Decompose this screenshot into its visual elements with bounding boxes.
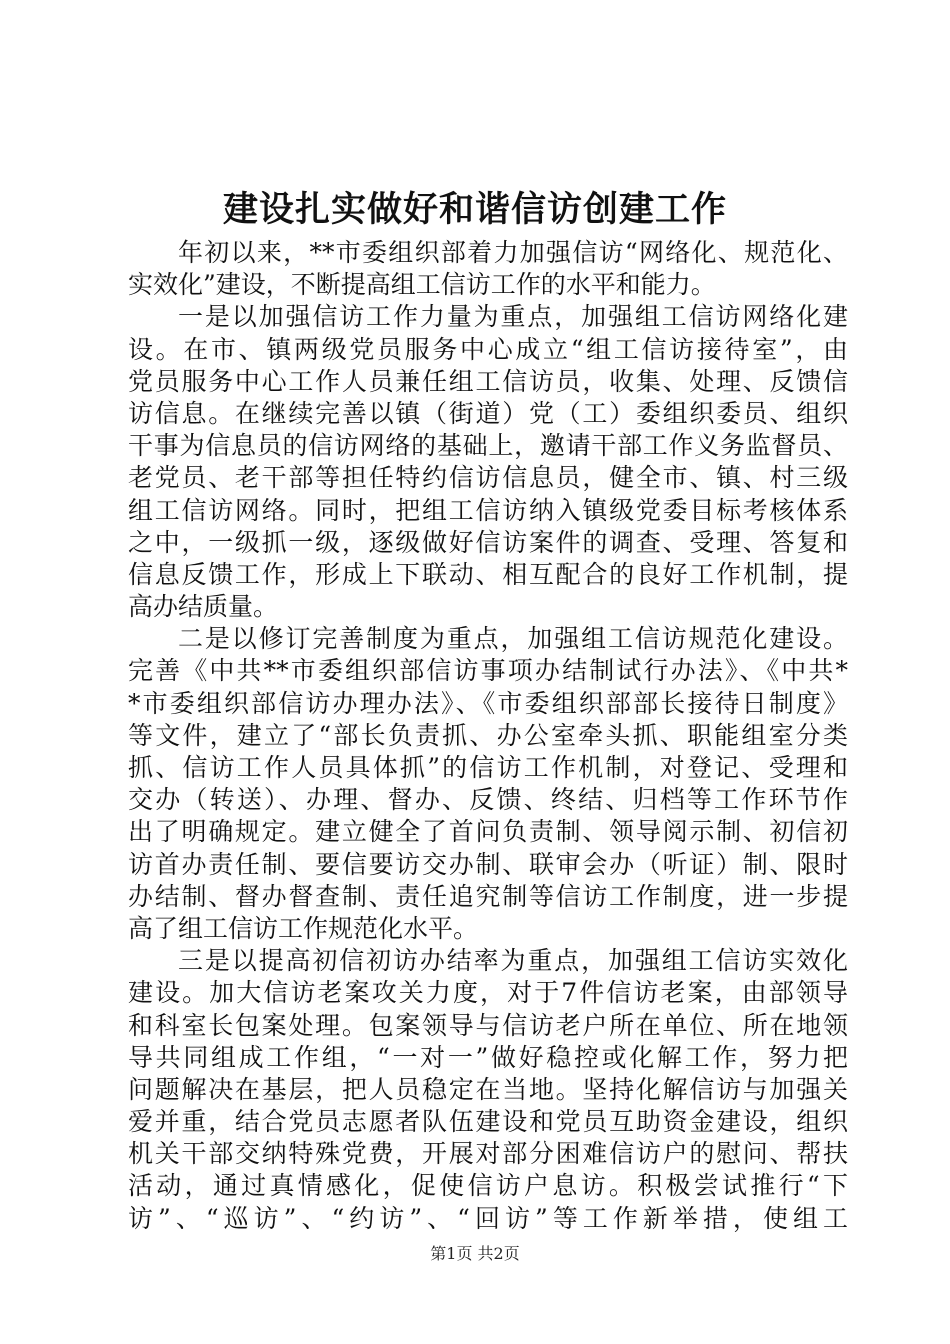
text-line: 等文件，建立了“部长负责抓、办公室牵头抓、职能组室分类 xyxy=(128,720,848,750)
text-line: 抓、信访工作人员具体抓”的信访工作机制，对登记、受理和 xyxy=(128,753,848,782)
text-line: 办结制、督办督查制、责任追究制等信访工作制度，进一步提 xyxy=(128,881,848,911)
text-line: 访首办责任制、要信要访交办制、联审会办（听证）制、限时 xyxy=(128,849,848,879)
text-line: 导共同组成工作组，“一对一”做好稳控或化解工作，努力把 xyxy=(128,1042,848,1072)
text-line: 访”、“巡访”、“约访”、“回访”等工作新举措，使组工 xyxy=(128,1203,848,1233)
page-footer: 第1页 共2页 xyxy=(430,1244,520,1263)
text-line: 实效化”建设，不断提高组工信访工作的水平和能力。 xyxy=(128,270,716,300)
text-line: 活动，通过真情感化，促使信访户息访。积极尝试推行“下 xyxy=(128,1171,848,1201)
document-title: 建设扎实做好和谐信访创建工作 xyxy=(222,189,727,230)
text-line: 高办结质量。 xyxy=(128,592,279,622)
text-line: 老党员、老干部等担任特约信访信息员，健全市、镇、村三级 xyxy=(128,463,848,493)
text-line: 和科室长包案处理。包案领导与信访老户所在单位、所在地领 xyxy=(128,1010,848,1040)
text-line: 建设。加大信访老案攻关力度，对于7件信访老案，由部领导 xyxy=(128,978,848,1008)
text-line: 组工信访网络。同时，把组工信访纳入镇级党委目标考核体系 xyxy=(128,495,848,525)
text-line: 党员服务中心工作人员兼任组工信访员，收集、处理、反馈信 xyxy=(128,366,848,396)
text-line: 设。在市、镇两级党员服务中心成立“组工信访接待室”，由 xyxy=(128,334,848,364)
text-line: 之中，一级抓一级，逐级做好信访案件的调查、受理、答复和 xyxy=(128,527,848,557)
text-line: 干事为信息员的信访网络的基础上，邀请干部工作义务监督员、 xyxy=(128,431,848,461)
text-line: 一是以加强信访工作力量为重点，加强组工信访网络化建 xyxy=(178,302,848,332)
text-line: 信息反馈工作，形成上下联动、相互配合的良好工作机制，提 xyxy=(128,559,848,589)
text-line: 二是以修订完善制度为重点，加强组工信访规范化建设。 xyxy=(178,624,848,654)
text-line: 爱并重，结合党员志愿者队伍建设和党员互助资金建设，组织 xyxy=(128,1107,848,1137)
text-line: 问题解决在基层，把人员稳定在当地。坚持化解信访与加强关 xyxy=(128,1074,848,1104)
text-line: *市委组织部信访办理办法》、《市委组织部部长接待日制度》 xyxy=(128,688,848,718)
text-line: 年初以来，**市委组织部着力加强信访“网络化、规范化、 xyxy=(178,238,848,267)
text-line: 三是以提高初信初访办结率为重点，加强组工信访实效化 xyxy=(178,946,848,976)
text-line: 访信息。在继续完善以镇（街道）党（工）委组织委员、组织 xyxy=(128,398,848,428)
text-line: 出了明确规定。建立健全了首问负责制、领导阅示制、初信初 xyxy=(128,817,848,847)
text-line: 交办（转送）、办理、督办、反馈、终结、归档等工作环节作 xyxy=(128,785,848,815)
text-line: 完善《中共**市委组织部信访事项办结制试行办法》、《中共* xyxy=(128,656,848,686)
text-line: 机关干部交纳特殊党费，开展对部分困难信访户的慰问、帮扶 xyxy=(128,1139,848,1169)
document-body xyxy=(128,237,848,1235)
text-line: 高了组工信访工作规范化水平。 xyxy=(128,913,479,943)
